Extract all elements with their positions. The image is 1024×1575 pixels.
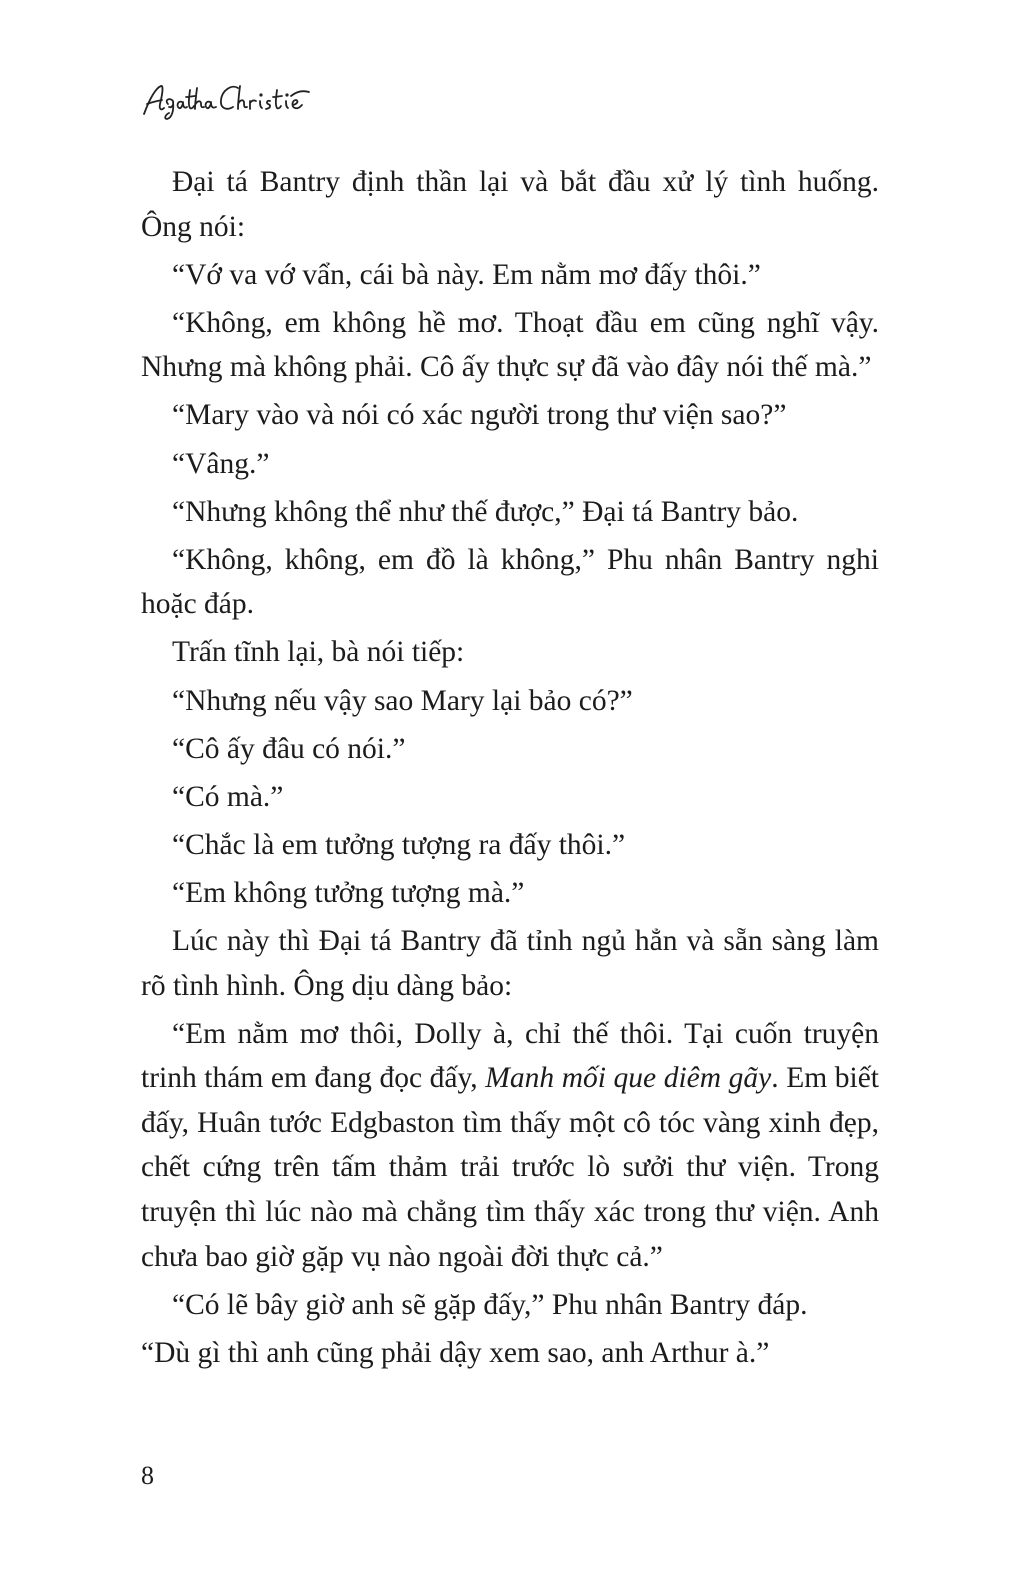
signature-graphic <box>140 78 315 124</box>
paragraph-text-after-title: . Em biết đấy, Huân tước Edgbaston tìm thấy một cô tóc vàng xinh đẹp, chết cứng trên tấm thảm trải trước lò sưởi thư viện. Trong truyện thì lúc nào mà chẳng tìm thấy xác trong thư viện. Anh chưa bao giờ gặp vụ nào ngoài đời thực cả.” <box>141 1062 880 1273</box>
paragraph-with-book-title <box>141 1012 879 1280</box>
page-number: 8 <box>141 1461 154 1490</box>
paragraph: “Vâng.” <box>172 447 270 480</box>
paragraph: Lúc này thì Đại tá Bantry đã tỉnh ngủ hẳn và sẵn sàng làm rõ tình hình. Ông dịu dàng bảo: <box>141 925 879 1002</box>
paragraph: “Có mà.” <box>172 780 284 813</box>
paragraph: “Nhưng không thể như thế được,” Đại tá Bantry bảo. <box>172 495 799 528</box>
paragraph: “Không, em không hề mơ. Thoạt đầu em cũng nghĩ vậy. Nhưng mà không phải. Cô ấy thực sự đã vào đây nói thế mà.” <box>141 306 879 384</box>
paragraph-text-before-title: “Em nằm mơ thôi, Dolly à, chỉ thế thôi. Tại cuốn truyện trinh thám em đang đọc đấy, <box>141 1017 879 1095</box>
paragraph: “Em không tưởng tượng mà.” <box>172 876 525 909</box>
paragraph: “Vớ va vớ vẩn, cái bà này. Em nằm mơ đấy thôi.” <box>172 258 761 291</box>
paragraph: “Nhưng nếu vậy sao Mary lại bảo có?” <box>172 684 633 717</box>
paragraph: “Cô ấy đâu có nói.” <box>172 732 406 765</box>
chapter-body-text <box>141 160 879 1379</box>
paragraph: Đại tá Bantry định thần lại và bắt đầu xử lý tình huống. Ông nói: <box>141 166 879 243</box>
paragraph-continuation: “Dù gì thì anh cũng phải dậy xem sao, anh Arthur à.” <box>141 1336 770 1369</box>
paragraph: “Không, không, em đồ là không,” Phu nhân Bantry nghi hoặc đáp. <box>141 543 879 621</box>
paragraph: “Có lẽ bây giờ anh sẽ gặp đấy,” Phu nhân Bantry đáp. <box>172 1288 808 1321</box>
book-title-italic: Manh mối que diêm gãy <box>485 1062 772 1095</box>
paragraph: “Mary vào và nói có xác người trong thư viện sao?” <box>172 399 787 432</box>
author-signature-logo <box>140 78 315 124</box>
paragraph: Trấn tĩnh lại, bà nói tiếp: <box>172 636 465 669</box>
paragraph: “Chắc là em tưởng tượng ra đấy thôi.” <box>172 828 626 861</box>
